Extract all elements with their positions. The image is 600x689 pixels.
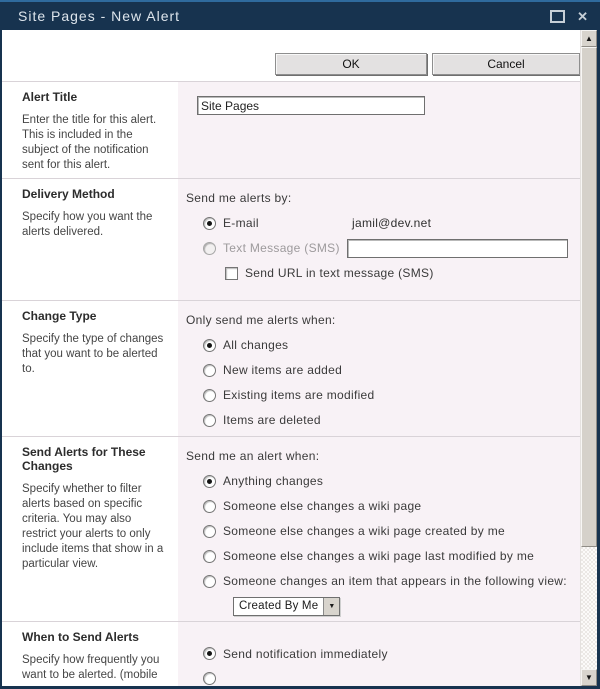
radio-icon (203, 339, 216, 352)
close-icon[interactable]: ✕ (577, 8, 588, 24)
dialog-body (2, 30, 597, 686)
radio-label: Text Message (SMS) (223, 241, 340, 256)
section-heading: Delivery Method (22, 186, 115, 201)
section-change-type (2, 300, 580, 436)
scrollbar-thumb[interactable] (581, 47, 597, 547)
radio-new-items[interactable] (203, 363, 570, 378)
radio-anything-changes[interactable] (203, 474, 570, 489)
section-alert-title-info (2, 82, 178, 177)
radio-icon (203, 575, 216, 588)
action-button-row (2, 30, 580, 81)
section-delivery-method-controls (178, 179, 580, 300)
section-filter-changes-info (2, 437, 178, 621)
scroll-down-button[interactable] (581, 669, 597, 686)
maximize-icon[interactable] (550, 10, 565, 23)
section-alert-title (2, 81, 580, 177)
radio-icon (203, 647, 216, 660)
radio-item-in-view[interactable] (203, 574, 570, 589)
radio-all-changes[interactable] (203, 338, 570, 353)
radio-icon (203, 550, 216, 563)
radio-label: E-mail (223, 216, 259, 231)
checkbox-send-url[interactable] (225, 266, 570, 281)
chevron-down-icon: ▼ (323, 598, 339, 615)
radio-send-immediately[interactable] (203, 646, 570, 661)
radio-partial-clipped[interactable] (203, 671, 570, 686)
radio-sms[interactable] (203, 241, 570, 256)
checkbox-label: Send URL in text message (SMS) (245, 266, 434, 281)
section-description: Specify whether to filter alerts based on specific criteria. You may also restrict your alerts to only include items that show in a particular view. (22, 482, 164, 570)
radio-label: Someone else changes a wiki page last modified by me (223, 549, 535, 564)
radio-wiki-created-by-me[interactable] (203, 524, 570, 539)
scroll-up-button[interactable] (581, 30, 597, 47)
radio-someone-changes-wiki[interactable] (203, 499, 570, 514)
scrollbar[interactable] (580, 30, 597, 686)
radio-label: Anything changes (223, 474, 324, 489)
section-filter-changes (2, 436, 580, 621)
ok-button[interactable]: OK (275, 53, 427, 75)
radio-wiki-modified-by-me[interactable] (203, 549, 570, 564)
section-heading: Send Alerts for These Changes (22, 444, 146, 473)
radio-label: Someone changes an item that appears in the following view: (223, 574, 567, 589)
section-delivery-method (2, 178, 580, 300)
checkbox-icon (225, 267, 238, 280)
section-description: Enter the title for this alert. This is included in the subject of the notification sent for this alert. (22, 114, 157, 172)
window-buttons (550, 10, 588, 23)
change-type-prompt: Only send me alerts when: (186, 312, 336, 327)
dialog-title: Site Pages - New Alert (18, 8, 181, 24)
alert-title-input[interactable] (197, 96, 425, 115)
delivery-prompt: Send me alerts by: (186, 190, 292, 205)
section-heading: Alert Title (22, 90, 78, 105)
radio-icon (203, 389, 216, 402)
radio-icon (203, 414, 216, 427)
section-when-to-send-controls (178, 622, 580, 686)
section-delivery-method-info (2, 179, 178, 300)
filter-prompt: Send me an alert when: (186, 448, 320, 463)
up-arrow-icon: ▲ (585, 33, 593, 43)
cancel-button[interactable]: Cancel (432, 53, 580, 75)
section-when-to-send (2, 621, 580, 686)
dialog-titlebar[interactable] (0, 0, 600, 30)
section-heading: Change Type (22, 308, 97, 323)
radio-icon (203, 364, 216, 377)
radio-items-deleted[interactable] (203, 413, 570, 428)
radio-label: Someone else changes a wiki page (223, 499, 422, 514)
section-description: Specify the type of changes that you want to be alerted to. (22, 332, 164, 375)
view-select[interactable] (233, 597, 340, 616)
radio-label: New items are added (223, 363, 343, 377)
view-select-value: Created By Me (239, 600, 319, 613)
section-description: Specify how frequently you want to be alerted. (mobile (22, 654, 160, 682)
dialog-content (2, 30, 580, 686)
radio-label: Items are deleted (223, 413, 321, 427)
section-description: Specify how you want the alerts delivered. (22, 210, 153, 238)
radio-icon (203, 242, 216, 255)
radio-existing-items[interactable] (203, 388, 570, 403)
email-address-value: jamil@dev.net (352, 216, 432, 231)
section-when-to-send-info (2, 622, 178, 686)
sms-number-input[interactable] (347, 239, 568, 258)
section-filter-changes-controls (178, 437, 580, 621)
radio-icon (203, 217, 216, 230)
radio-label: All changes (223, 338, 289, 352)
radio-label: Someone else changes a wiki page created by me (223, 524, 505, 539)
radio-icon (203, 672, 216, 685)
section-heading: When to Send Alerts (22, 630, 139, 645)
down-arrow-icon: ▼ (585, 672, 593, 682)
scrollbar-track[interactable] (581, 47, 597, 669)
radio-email[interactable] (203, 216, 570, 231)
section-alert-title-controls (178, 82, 580, 177)
section-change-type-controls (178, 301, 580, 436)
radio-icon (203, 500, 216, 513)
section-change-type-info (2, 301, 178, 436)
radio-label: Send notification immediately (223, 646, 388, 661)
radio-icon (203, 525, 216, 538)
radio-icon (203, 475, 216, 488)
radio-label: Existing items are modified (223, 388, 375, 402)
